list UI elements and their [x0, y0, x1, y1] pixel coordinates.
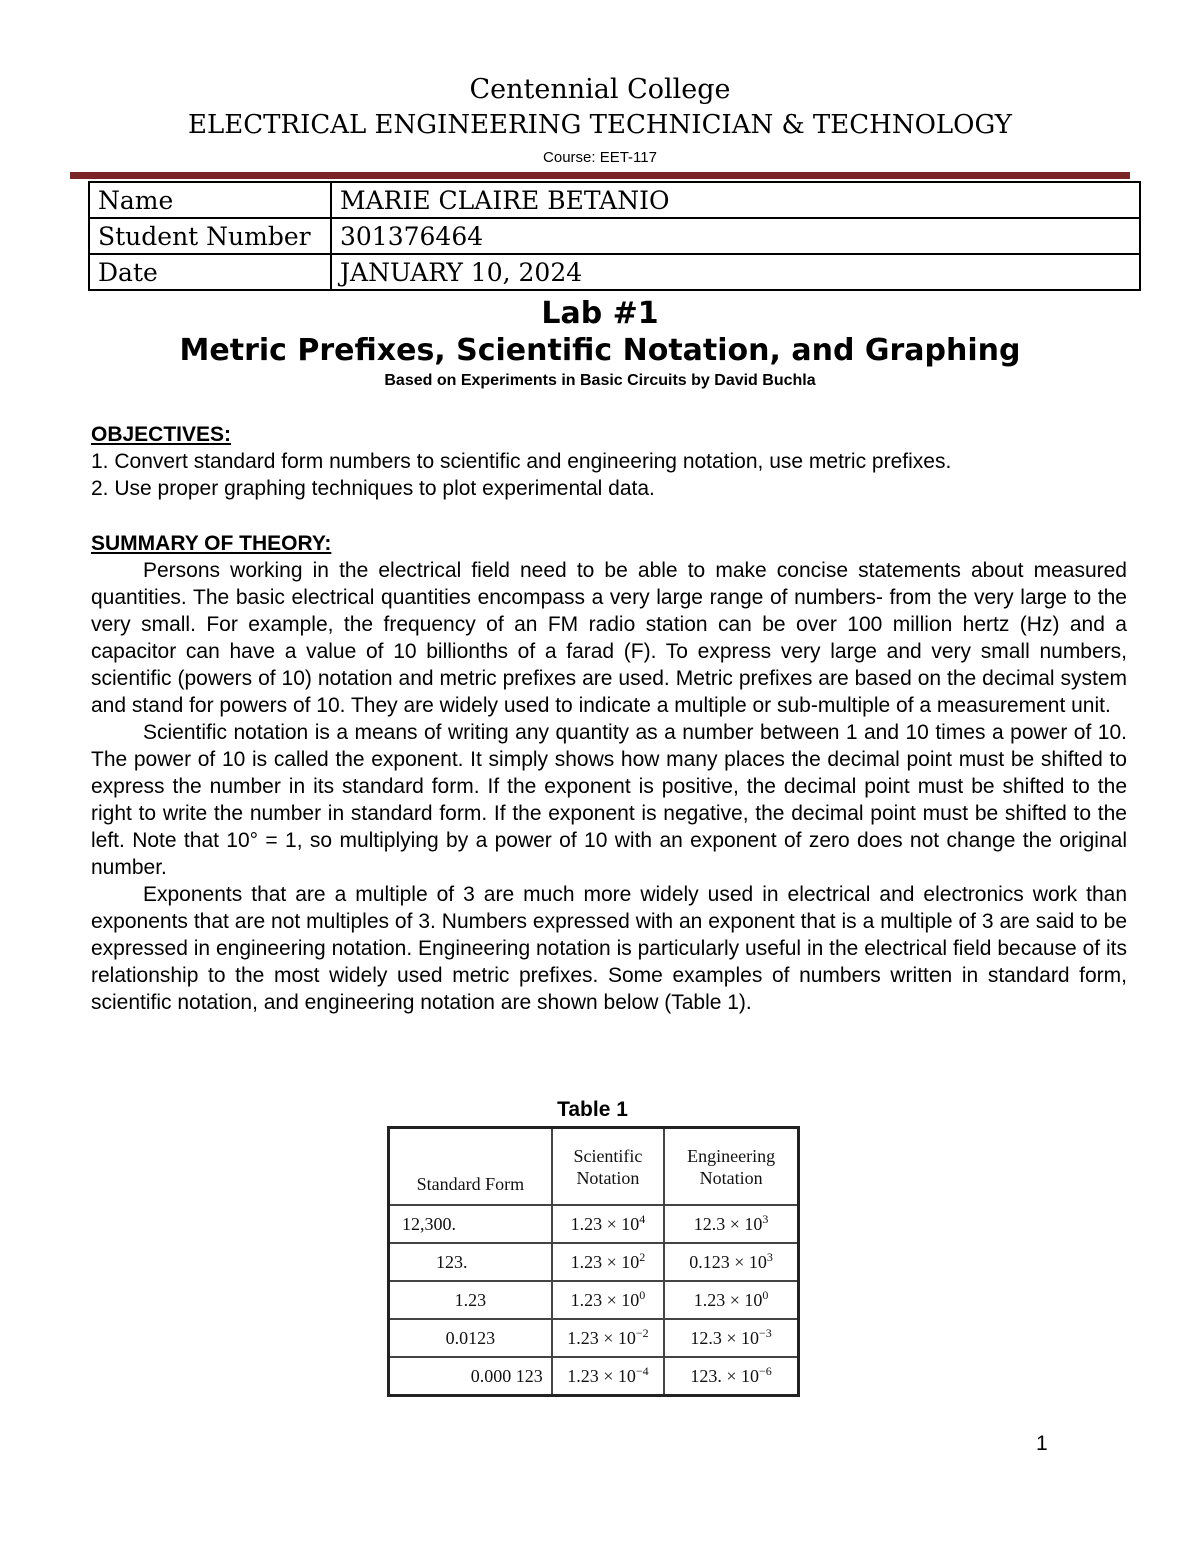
engineering-notation-cell — [664, 1243, 798, 1281]
sci-exponent: 0 — [639, 1287, 646, 1302]
header-rule — [70, 172, 1130, 179]
objective-item: 2. Use proper graphing techniques to plot experimental data. — [91, 477, 655, 500]
eng-base: 0.123 × 10 — [689, 1251, 767, 1272]
sci-exponent: 2 — [639, 1249, 646, 1264]
summary-heading: SUMMARY OF THEORY: — [91, 532, 332, 555]
lab-title: Metric Prefixes, Scientific Notation, and Graphing — [179, 333, 1021, 368]
engineering-notation-cell — [664, 1357, 798, 1396]
notation-table — [387, 1126, 800, 1397]
student-number-value: 301376464 — [331, 218, 1140, 254]
course-code: Course: EET-117 — [543, 149, 657, 166]
sci-base: 1.23 × 10 — [570, 1251, 640, 1272]
standard-form-cell: 12,300. — [389, 1205, 552, 1243]
sci-exponent: 4 — [639, 1211, 646, 1226]
sci-exponent: −4 — [635, 1363, 649, 1378]
objective-item: 1. Convert standard form numbers to scientific and engineering notation, use metric prefixes. — [91, 450, 952, 473]
student-info-table — [88, 181, 1141, 291]
scientific-notation-cell — [552, 1205, 665, 1243]
engineering-notation-cell — [664, 1319, 798, 1357]
table-row — [389, 1319, 799, 1357]
summary-paragraph: Scientific notation is a means of writing any quantity as a number between 1 and 10 times a power of 10. The power of 10 is called the exponent. It simply shows how many places the decimal point must be shifted to express the number in its standard form. If the exponent is positive, the decimal point must be shifted to the right to write the number in standard form. If the exponent is negative, the decimal point must be shifted to the left. Note that 10° = 1, so multiplying by a power of 10 with an exponent of zero does not change the original number. — [91, 721, 1127, 879]
summary-paragraph: Exponents that are a multiple of 3 are much more widely used in electrical and electronics work than exponents that are not multiples of 3. Numbers expressed with an exponent that is a multiple of 3 are said to be expressed in engineering notation. Engineering notation is particularly useful in the electrical field because of its relationship to the most widely used metric prefixes. Some examples of numbers written in standard form, scientific notation, and engineering notation are shown below (Table 1). — [91, 883, 1127, 1014]
name-label: Name — [89, 182, 331, 218]
table-row — [389, 1205, 799, 1243]
info-row-student-number — [89, 218, 1140, 254]
scientific-notation-cell — [552, 1281, 665, 1319]
table-row — [389, 1357, 799, 1396]
table-header-row — [389, 1128, 799, 1206]
scientific-notation-cell — [552, 1319, 665, 1357]
table1-title: Table 1 — [557, 1098, 628, 1121]
lab-subtitle: Based on Experiments in Basic Circuits by David Buchla — [384, 372, 816, 389]
header-engineering-notation-text: Engineering Notation — [687, 1145, 776, 1188]
engineering-notation-cell — [664, 1281, 798, 1319]
objectives-heading: OBJECTIVES: — [91, 423, 232, 446]
table-row — [389, 1243, 799, 1281]
header-scientific-notation-text: Scientific Notation — [573, 1145, 643, 1188]
sci-base: 1.23 × 10 — [570, 1289, 640, 1310]
name-value: MARIE CLAIRE BETANIO — [331, 182, 1140, 218]
eng-base: 1.23 × 10 — [693, 1289, 763, 1310]
objectives-section — [91, 421, 1127, 502]
eng-base: 12.3 × 10 — [690, 1327, 760, 1348]
page-number: 1 — [1036, 1432, 1048, 1455]
sci-exponent: −2 — [635, 1325, 649, 1340]
info-row-name — [89, 182, 1140, 218]
program-name: ELECTRICAL ENGINEERING TECHNICIAN & TECHNOLOGY — [188, 110, 1012, 140]
scientific-notation-cell — [552, 1243, 665, 1281]
standard-form-cell: 123. — [389, 1243, 552, 1281]
header-standard-form: Standard Form — [389, 1128, 552, 1206]
standard-form-cell: 0.0123 — [389, 1319, 552, 1357]
engineering-notation-cell — [664, 1205, 798, 1243]
scientific-notation-cell — [552, 1357, 665, 1396]
student-number-label: Student Number — [89, 218, 331, 254]
sci-base: 1.23 × 10 — [567, 1327, 636, 1348]
eng-exponent: 3 — [762, 1211, 769, 1226]
eng-exponent: 0 — [762, 1287, 769, 1302]
eng-base: 123. × 10 — [690, 1365, 760, 1386]
college-name: Centennial College — [469, 74, 731, 105]
header-engineering-notation — [664, 1128, 798, 1206]
standard-form-cell: 0.000 123 — [389, 1357, 552, 1396]
summary-section — [91, 530, 1127, 1016]
eng-exponent: −6 — [759, 1363, 772, 1378]
date-value: JANUARY 10, 2024 — [331, 254, 1140, 290]
standard-form-cell: 1.23 — [389, 1281, 552, 1319]
info-row-date — [89, 254, 1140, 290]
date-label: Date — [89, 254, 331, 290]
eng-exponent: 3 — [766, 1249, 773, 1264]
sci-base: 1.23 × 10 — [570, 1213, 640, 1234]
lab-number: Lab #1 — [541, 296, 659, 331]
table-row — [389, 1281, 799, 1319]
eng-base: 12.3 × 10 — [693, 1213, 763, 1234]
header-scientific-notation — [552, 1128, 665, 1206]
sci-base: 1.23 × 10 — [567, 1365, 636, 1386]
summary-paragraph: Persons working in the electrical field need to be able to make concise statements about measured quantities. The basic electrical quantities encompass a very large range of numbers- from the very large to the very small. For example, the frequency of an FM radio station can be over 100 million hertz (Hz) and a capacitor can have a value of 10 billionths of a farad (F). To express very large and very small numbers, scientific (powers of 10) notation and metric prefixes are used. Metric prefixes are based on the decimal system and stand for powers of 10. They are widely used to indicate a multiple or sub-multiple of a measurement unit. — [91, 559, 1127, 717]
eng-exponent: −3 — [759, 1325, 772, 1340]
